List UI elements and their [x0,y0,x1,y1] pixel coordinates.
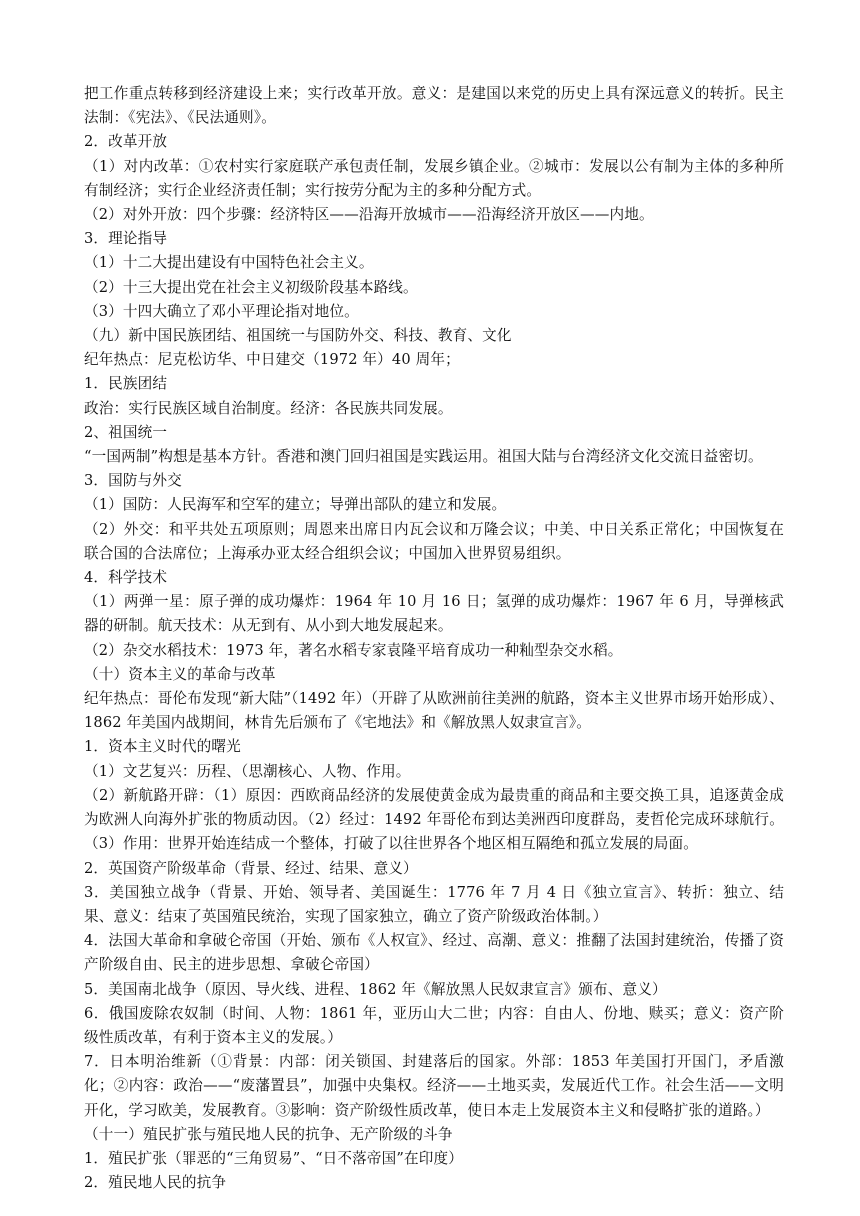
section-heading: 3．国防与外交 [84,472,182,490]
paragraph: 政治：实行民族区域自治制度。经济：各民族共同发展。 [84,399,453,417]
paragraph: 1．殖民扩张（罪恶的“三角贸易”、“日不落帝国”在印度） [84,1149,463,1167]
paragraph: 6．俄国废除农奴制（时间、人物：1861 年，亚历山大二世；内容：自由人、份地、赎买；意义：资产阶级性质改革，有利于资本主义的发展。） [84,1004,784,1046]
section-heading: 1．民族团结 [84,375,168,393]
paragraph: 5．美国南北战争（原因、导火线、进程、1862 年《解放黑人民奴隶宣言》颁布、意义） [84,980,667,998]
section-heading: 1．资本主义时代的曙光 [84,738,241,756]
paragraph: 纪年热点：哥伦布发现“新大陆”（1492 年）（开辟了从欧洲前往美洲的航路，资本主义世界市场开始形成）、1862 年美国内战期间，林肯先后颁布了《宅地法》和《解放黑人奴隶宣言》。 [84,690,784,732]
paragraph: （1）两弹一星：原子弹的成功爆炸：1964 年 10 月 16 日；氢弹的成功爆炸：1967 年 6 月，导弹核武器的研制。航天技术：从无到有、从小到大地发展起来。 [84,593,784,635]
chapter-heading: （十一）殖民扩张与殖民地人民的抗争、无产阶级的斗争 [84,1125,453,1143]
chapter-heading: （十）资本主义的革命与改革 [84,665,276,683]
paragraph: “一国两制”构想是基本方针。香港和澳门回归祖国是实践运用。祖国大陆与台湾经济文化交流日益密切。 [84,448,763,466]
paragraph: 2．英国资产阶级革命（背景、经过、结果、意义） [84,859,418,877]
paragraph: 7．日本明治维新（①背景：内部：闭关锁国、封建落后的国家。外部：1853 年美国打开国门，矛盾激化；②内容：政治——“废藩置县”，加强中央集权。经济——土地买卖，发展近代工作。社会生活——文明开化，学习欧美，发展教育。③影响：资产阶级性质改革，使日本走上发展资本主义和侵略扩张的道路。） [84,1053,784,1119]
document-body [84,82,784,1195]
section-heading: 4．科学技术 [84,569,168,587]
paragraph: （2）十三大提出党在社会主义初级阶段基本路线。 [84,278,418,296]
chapter-heading: （九）新中国民族团结、祖国统一与国防外交、科技、教育、文化 [84,327,512,345]
paragraph: （1）文艺复兴：历程、（思潮核心、人物、作用。 [84,762,411,780]
paragraph: （2）外交：和平共处五项原则；周恩来出席日内瓦会议和万隆会议；中美、中日关系正常化；中国恢复在联合国的合法席位；上海承办亚太经合组织会议；中国加入世界贸易组织。 [84,520,784,562]
paragraph: 纪年热点：尼克松访华、中日建交（1972 年）40 周年； [84,351,460,369]
section-heading: 2．改革开放 [84,133,168,151]
paragraph: （2）杂交水稻技术：1973 年，著名水稻专家袁隆平培育成功一种籼型杂交水稻。 [84,641,623,659]
section-heading: 2、祖国统一 [84,423,168,441]
section-heading: 3．理论指导 [84,230,168,248]
paragraph: 把工作重点转移到经济建设上来；实行改革开放。意义：是建国以来党的历史上具有深远意义的转折。民主法制：《宪法》、《民法通则》。 [84,85,784,127]
paragraph: （1）国防：人民海军和空军的建立；导弹出部队的建立和发展。 [84,496,507,514]
paragraph: （2）新航路开辟：（1）原因：西欧商品经济的发展使黄金成为最贵重的商品和主要交换工具，追逐黄金成为欧洲人向海外扩张的物质动因。（2）经过：1492 年哥伦布到达美洲西印度群岛，麦哲伦完成环球航行。（3）作用：世界开始连结成一个整体，打破了以往世界各个地区相互隔绝和孤立发展的局面。 [84,786,784,853]
paragraph: 3．美国独立战争（背景、开始、领导者、美国诞生：1776 年 7 月 4 日《独立宣言》、转折：独立、结果、意义：结束了英国殖民统治，实现了国家独立，确立了资产阶级政治体制。） [84,883,784,925]
paragraph: （2）对外开放：四个步骤：经济特区——沿海开放城市——沿海经济开放区——内地。 [84,206,654,224]
paragraph: （1）十二大提出建设有中国特色社会主义。 [84,254,374,272]
section-heading: 2．殖民地人民的抗争 [84,1174,227,1192]
paragraph: （3）十四大确立了邓小平理论指对地位。 [84,302,359,320]
paragraph: （1）对内改革：①农村实行家庭联产承包责任制，发展乡镇企业。②城市：发展以公有制为主体的多种所有制经济；实行企业经济责任制；实行按劳分配为主的多种分配方式。 [84,157,784,199]
paragraph: 4．法国大革命和拿破仑帝国（开始、颁布《人权宣》、经过、高潮、意义：推翻了法国封建统治，传播了资产阶级自由、民主的进步思想、拿破仑帝国） [84,932,784,974]
